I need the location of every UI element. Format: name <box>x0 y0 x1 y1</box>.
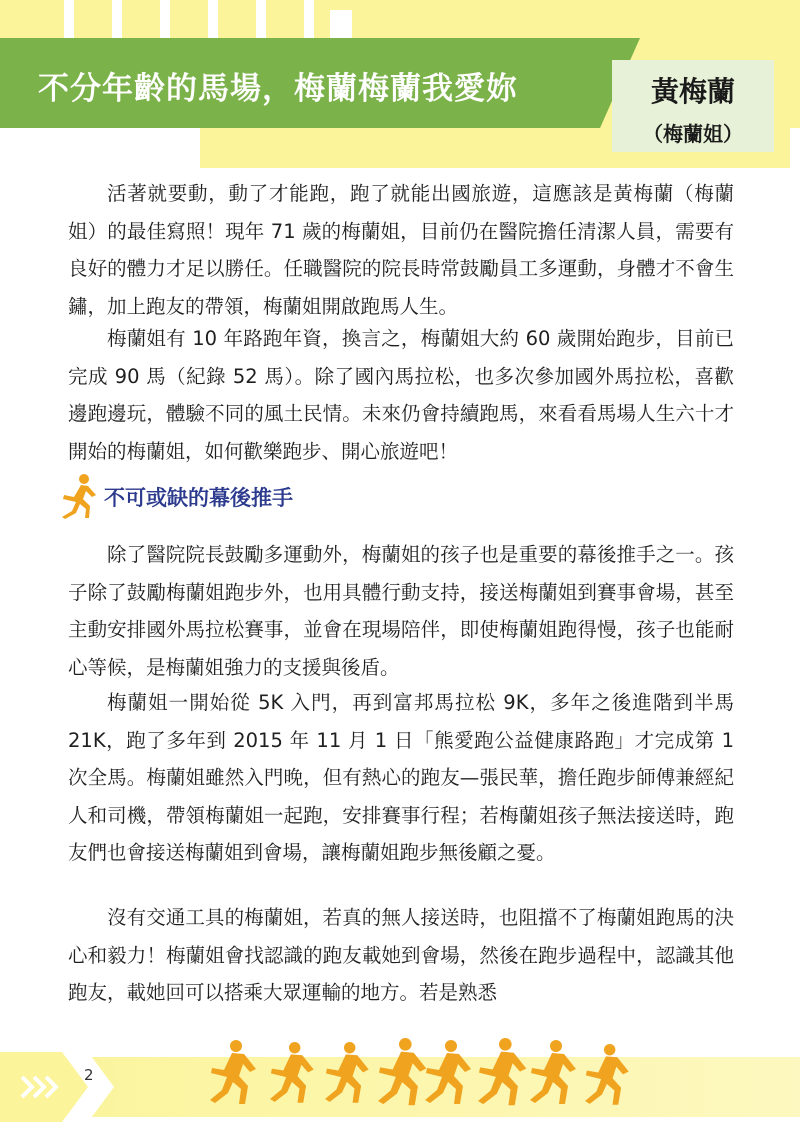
paragraph-section-3: 沒有交通工具的梅蘭姐，若真的無人接送時，也阻擋不了梅蘭姐跑馬的決心和毅力！梅蘭姐會找認識的跑友載她到會場，然後在跑步過程中，認識其他跑友，載她回可以搭乘大眾運輸的地方。若是熟悉 <box>68 906 734 1004</box>
author-name: 黃梅蘭 <box>650 75 735 108</box>
runner-icon <box>54 473 98 519</box>
section-heading-text: 不可或缺的幕後推手 <box>104 486 293 510</box>
author-box <box>612 60 774 152</box>
author-nickname: （梅蘭姐） <box>643 122 743 146</box>
footer-decoration <box>0 1022 800 1132</box>
paragraph-intro-1: 活著就要動，動了才能跑，跑了就能出國旅遊，這應該是黃梅蘭（梅蘭姐）的最佳寫照！現年 71 歲的梅蘭姐，目前仍在醫院擔任清潔人員，需要有良好的體力才足以勝任。任職醫院的院長時常鼓勵員工多運動，身體才不會生鏽，加上跑友的帶領，梅蘭姐開啟跑馬人生。 <box>68 182 734 318</box>
page-number: 2 <box>84 1066 94 1084</box>
paragraph-intro-2: 梅蘭姐有 10 年路跑年資，換言之，梅蘭姐大約 60 歲開始跑步，目前已完成 90 馬（紀錄 52 馬）。除了國內馬拉松，也多次參加國外馬拉松，喜歡邊跑邊玩，體驗不同的風土民情。未來仍會持續跑馬，來看看馬場人生六十才開始的梅蘭姐，如何歡樂跑步、開心旅遊吧！ <box>68 327 734 463</box>
paragraph-section-1: 除了醫院院長鼓勵多運動外，梅蘭姐的孩子也是重要的幕後推手之一。孩子除了鼓勵梅蘭姐跑步外，也用具體行動支持，接送梅蘭姐到賽事會場，甚至主動安排國外馬拉松賽事，並會在現場陪伴，即使梅蘭姐跑得慢，孩子也能耐心等候，是梅蘭姐強力的支援與後盾。 <box>68 543 734 679</box>
page-title: 不分年齡的馬場，梅蘭梅蘭我愛妳 <box>38 71 518 107</box>
paragraph-section-2: 梅蘭姐一開始從 5K 入門，再到富邦馬拉松 9K，多年之後進階到半馬 21K，跑了多年到 2015 年 11 月 1 日「熊愛跑公益健康路跑」才完成第 1 次全馬。梅蘭姐雖然入門晚，但有熱心的跑友—張民華，擔任跑步師傅兼經紀人和司機，帶領梅蘭姐一起跑，安排賽事行程；若梅蘭姐孩子無法接送時，跑友們也會接送梅蘭姐到會場，讓梅蘭姐跑步無後顧之憂。 <box>68 691 734 864</box>
